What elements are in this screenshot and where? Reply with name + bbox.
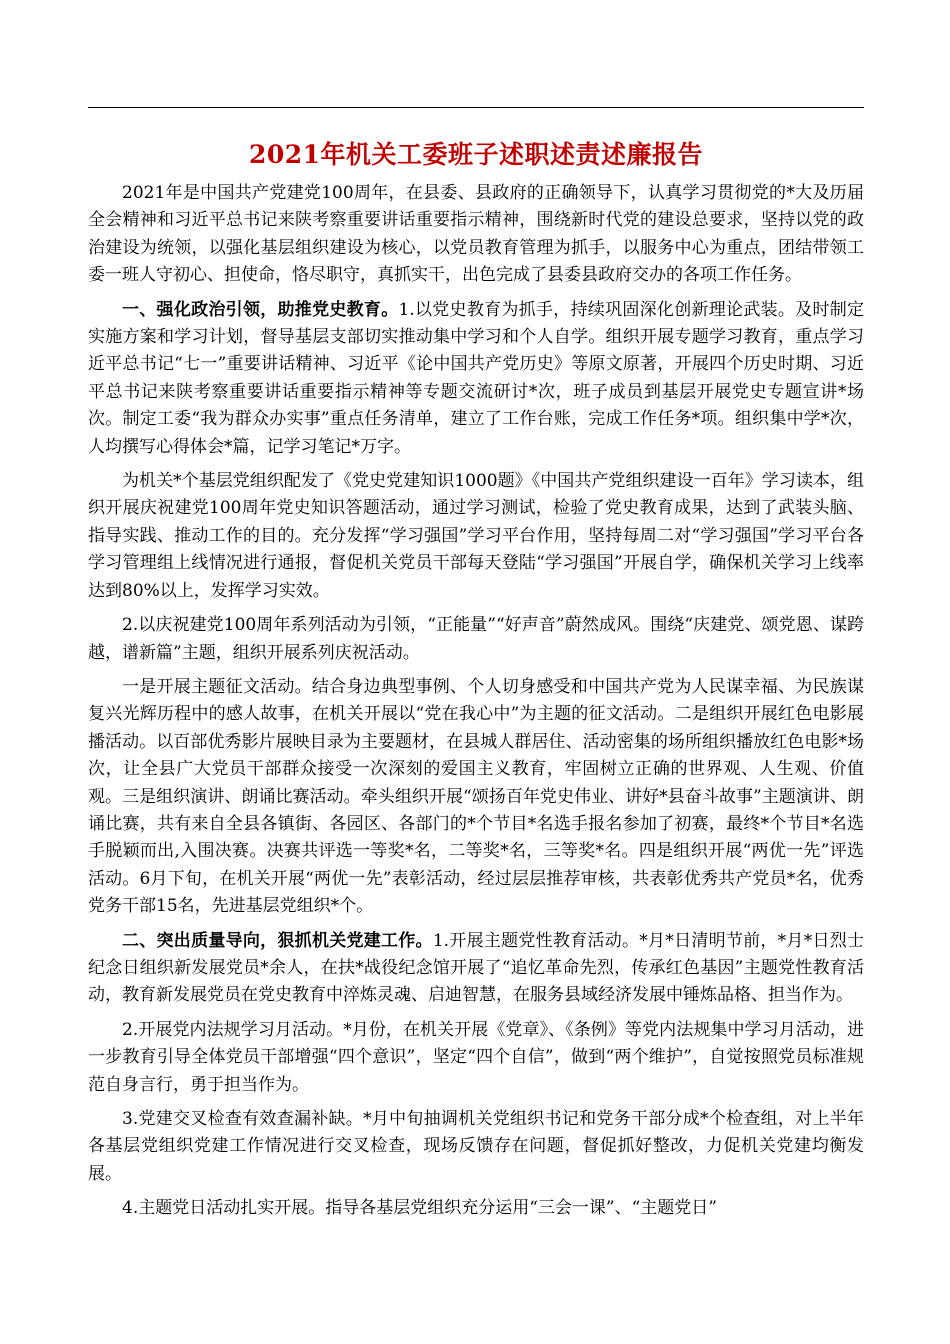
section-heading: 一、强化政治引领，助推党史教育。 xyxy=(122,299,399,320)
paragraph-text: 2021年是中国共产党建党100周年，在县委、县政府的正确领导下，认真学习贯彻党的*大及历届全会精神和习近平总书记来陕考察重要讲话重要指示精神，围绕新时代党的建设总要求，坚持以党的政治建设为统领，以强化基层组织建设为核心，以党员教育管理为抓手，以服务中心为重点，团结带领工委一班人守初心、担使命，恪尽职守，真抓实干，出色完成了县委县政府交办的各项工作任务。 xyxy=(88,183,864,286)
paragraph-text: 3.党建交叉检查有效查漏补缺。*月中旬抽调机关党组织书记和党务干部分成*个检查组，对上半年各基层党组织党建工作情况进行交叉检查，现场反馈存在问题，督促抓好整改，力促机关党建均衡发展。 xyxy=(88,1109,864,1184)
paragraph xyxy=(88,1017,864,1099)
header-rule xyxy=(88,107,864,108)
paragraph-text: 4.主题党日活动扎实开展。指导各基层党组织充分运用“三会一课”、“主题党日” xyxy=(122,1198,717,1219)
paragraph-section-2 xyxy=(88,928,864,1010)
paragraph-text: 2.以庆祝建党100周年系列活动为引领，“正能量”“好声音”蔚然成风。围绕“庆建党、颂党恩、谋跨越，谱新篇”主题，组织开展系列庆祝活动。 xyxy=(88,615,864,663)
document-body xyxy=(88,180,864,1230)
document-page xyxy=(88,0,864,1344)
paragraph-section-1 xyxy=(88,297,864,461)
paragraph xyxy=(88,468,864,605)
paragraph-text: 一是开展主题征文活动。结合身边典型事例、个人切身感受和中国共产党为人民谋幸福、为民族谋复兴光辉历程中的感人故事，在机关开展以“党在我心中”为主题的征文活动。二是组织开展红色电影展播活动。以百部优秀影片展映目录为主要题材，在县城人群居住、活动密集的场所组织播放红色电影*场次，让全县广大党员干部群众接受一次深刻的爱国主义教育，牢固树立正确的世界观、人生观、价值观。三是组织演讲、朗诵比赛活动。牵头组织开展“颂扬百年党史伟业、讲好*县奋斗故事”主题演讲、朗诵比赛，共有来自全县各镇街、各园区、各部门的*个节目*名选手报名参加了初赛，最终*个节目*名选手脱颖而出,入围决赛。决赛共评选一等奖*名，二等奖*名，三等奖*名。四是组织开展“两优一先”评选活动。6月下旬，在机关开展“两优一先”表彰活动，经过层层推荐审核，共表彰优秀共产党员*名，优秀党务干部15名，先进基层党组织*个。 xyxy=(88,676,864,917)
paragraph-text: 1.以党史教育为抓手，持续巩固深化创新理论武装。及时制定实施方案和学习计划，督导基层支部切实推动集中学习和个人自学。组织开展专题学习教育，重点学习近平总书记“七一”重要讲话精神、习近平《论中国共产党历史》等原文原著，开展四个历史时期、习近平总书记来陕考察重要讲话重要指示精神等专题交流研讨*次，班子成员到基层开展党史专题宣讲*场次。制定工委“我为群众办实事”重点任务清单，建立了工作台账，完成工作任务*项。组织集中学*次，人均撰写心得体会*篇，记学习笔记*万字。 xyxy=(88,299,865,457)
paragraph-intro xyxy=(88,180,864,290)
paragraph-text: 2.开展党内法规学习月活动。*月份，在机关开展《党章》、《条例》等党内法规集中学习月活动，进一步教育引导全体党员干部增强“四个意识”，坚定“四个自信”，做到“两个维护”，自觉按照党员标准规范自身言行，勇于担当作为。 xyxy=(88,1019,864,1095)
document-title: 2021年机关工委班子述职述责述廉报告 xyxy=(248,140,704,169)
paragraph xyxy=(88,612,864,667)
paragraph xyxy=(88,674,864,921)
paragraph xyxy=(88,1106,864,1188)
paragraph xyxy=(88,1195,864,1222)
section-heading: 二、突出质量导向，狠抓机关党建工作。 xyxy=(122,930,433,951)
paragraph-text: 为机关*个基层党组织配发了《党史党建知识1000题》《中国共产党组织建设一百年》学习读本，组织开展庆祝建党100周年党史知识答题活动，通过学习测试，检验了党史教育成果，达到了武装头脑、指导实践、推动工作的目的。充分发挥“学习强国”学习平台作用，坚持每周二对“学习强国”学习平台各学习管理组上线情况进行通报，督促机关党员干部每天登陆“学习强国”开展自学，确保机关学习上线率达到80%以上，发挥学习实效。 xyxy=(88,471,864,601)
paragraph-text: 1.开展主题党性教育活动。*月*日清明节前，*月*日烈士纪念日组织新发展党员*余人，在扶*战役纪念馆开展了“追忆革命先烈，传承红色基因”主题党性教育活动，教育新发展党员在党史教育中淬炼灵魂、启迪智慧，在服务县域经济发展中锤炼品格、担当作为。 xyxy=(88,930,865,1006)
